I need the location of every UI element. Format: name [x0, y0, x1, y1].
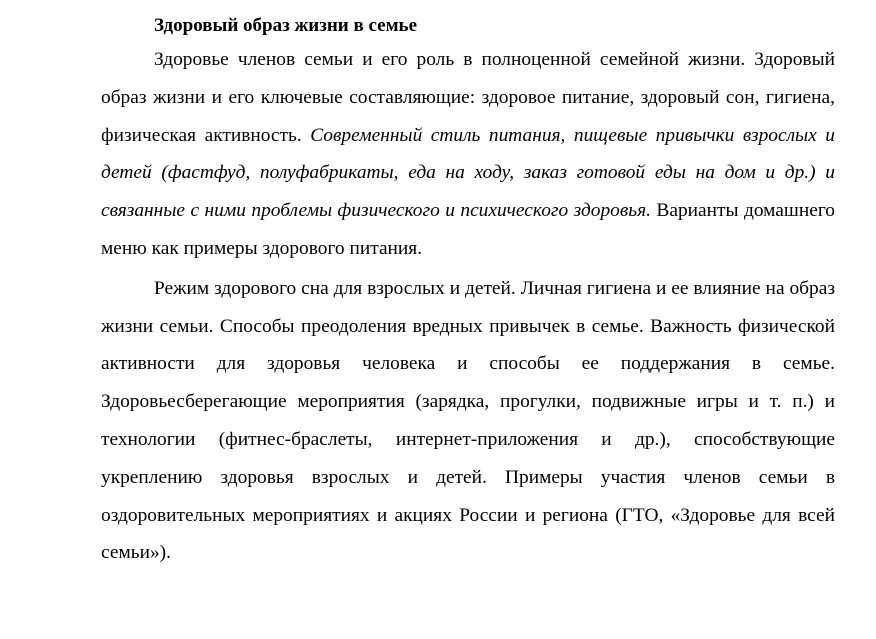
paragraph-text-intro: Здоровье членов семьи и его роль в полноценной семейной жизни. Здоровый образ жизни и его ключевые составляющие: здоровое питание, здоровый сон, гигиена, физическая активность.	[101, 49, 835, 146]
paragraph-family-health	[101, 41, 835, 268]
paragraph-text-italic: Современный стиль питания, пищевые привычки взрослых и детей (фастфуд, полуфабрикаты, еда на ходу, заказ готовой еды на дом и др.) и связанные с ними проблемы физического и психического здоровья.	[101, 124, 835, 222]
document-page	[101, 11, 835, 572]
section-heading: Здоровый образ жизни в семье	[154, 15, 418, 36]
paragraph-text-menu: Варианты домашнего меню как примеры здорового питания.	[101, 200, 835, 259]
paragraph-text-body: Режим здорового сна для взрослых и детей. Личная гигиена и ее влияние на образ жизни семьи. Способы преодоления вредных привычек в семье. Важность физической активности для здоровья человека и способы ее поддержания в семье. Здоровьесберегающие мероприятия (зарядка, прогулки, подвижные игры и т. п.) и технологии (фитнес-браслеты, интернет-приложения и др.), способствующие укреплению здоровья взрослых и детей. Примеры участия членов семьи в оздоровительных мероприятиях и акциях России и региона (ГТО, «Здоровье для всей семьи»).	[101, 277, 835, 564]
paragraph-sleep-hygiene	[101, 270, 835, 572]
